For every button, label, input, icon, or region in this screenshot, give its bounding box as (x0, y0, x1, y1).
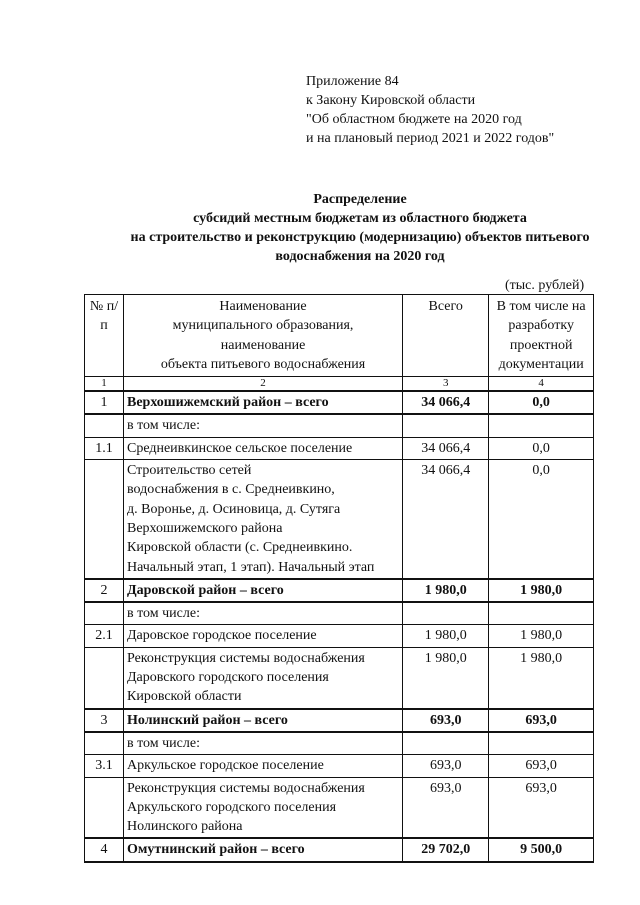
row-name: Аркульское городское поселение (123, 755, 402, 777)
row-name-line: Реконструкция системы водоснабжения (126, 780, 365, 796)
appendix-line: и на плановый период 2021 и 2022 годов" (306, 131, 555, 146)
column-number: 3 (403, 377, 489, 392)
row-number: 1 (85, 391, 124, 414)
table-row (85, 414, 594, 437)
appendix-header (306, 72, 554, 148)
table-row (85, 777, 594, 838)
row-total: 34 066,4 (403, 460, 489, 579)
row-number: 1.1 (85, 437, 124, 459)
column-number: 1 (85, 377, 124, 392)
row-design: 0,0 (489, 391, 594, 414)
row-name-line: Начальный этап, 1 этап). Начальный этап (126, 559, 375, 575)
row-design: 693,0 (489, 709, 594, 732)
row-number (85, 414, 124, 437)
row-name-line: Кировской области (с. Среднеивкино. (126, 540, 353, 556)
row-total: 1 980,0 (403, 579, 489, 602)
header-design: В том числе на разработку проектной документации (489, 295, 594, 377)
row-number (85, 602, 124, 625)
row-design: 693,0 (489, 755, 594, 777)
appendix-line: Приложение 84 (306, 74, 399, 89)
row-name: Среднеивкинское сельское поселение (123, 437, 402, 459)
row-total: 34 066,4 (403, 391, 489, 414)
row-total: 693,0 (403, 755, 489, 777)
row-design: 1 980,0 (489, 579, 594, 602)
row-total: 693,0 (403, 777, 489, 838)
table-row (85, 579, 594, 602)
title-line: водоснабжения на 2020 год (275, 249, 445, 264)
row-design (489, 732, 594, 755)
row-name: в том числе: (123, 414, 402, 437)
row-name-line: Строительство сетей (126, 463, 252, 479)
subsidy-table (84, 294, 594, 863)
title-line: субсидий местным бюджетам из областного бюджета (193, 211, 527, 226)
row-name: в том числе: (123, 732, 402, 755)
column-number: 2 (123, 377, 402, 392)
table-row (85, 625, 594, 647)
title-line: на строительство и реконструкцию (модернизацию) объектов питьевого (130, 230, 590, 245)
row-name: Даровское городское поселение (123, 625, 402, 647)
table-header-row (85, 295, 594, 377)
row-number: 2 (85, 579, 124, 602)
row-name (123, 777, 402, 838)
row-number (85, 777, 124, 838)
row-total: 693,0 (403, 709, 489, 732)
row-design: 0,0 (489, 437, 594, 459)
row-name: Даровской район – всего (123, 579, 402, 602)
row-total: 34 066,4 (403, 437, 489, 459)
row-name: Нолинский район – всего (123, 709, 402, 732)
row-number: 3 (85, 709, 124, 732)
table-row (85, 647, 594, 708)
row-total: 1 980,0 (403, 647, 489, 708)
header-number: № п/п (85, 295, 124, 377)
row-total: 29 702,0 (403, 838, 489, 861)
column-number-row (85, 377, 594, 392)
table-row (85, 460, 594, 579)
row-name-line: д. Воронье, д. Осиновица, д. Сутяга (126, 501, 341, 517)
header-name-line: наименование (220, 337, 306, 353)
row-number (85, 732, 124, 755)
row-design (489, 414, 594, 437)
header-name-line: муниципального образования, (172, 318, 354, 334)
row-name: Верхошижемский район – всего (123, 391, 402, 414)
row-number: 3.1 (85, 755, 124, 777)
row-name-line: водоснабжения в с. Среднеивкино, (126, 482, 335, 498)
row-design: 1 980,0 (489, 647, 594, 708)
row-name-line: Нолинского района (126, 819, 243, 835)
row-number: 4 (85, 838, 124, 861)
row-name-line: Кировской области (126, 689, 242, 705)
row-name-line: Верхошижемского района (126, 520, 283, 536)
units-label: (тыс. рублей) (505, 278, 585, 293)
row-design (489, 602, 594, 625)
row-number (85, 460, 124, 579)
row-design: 1 980,0 (489, 625, 594, 647)
row-name-line: Даровского городского поселения (126, 670, 329, 686)
table-row (85, 391, 594, 414)
document-title (60, 190, 640, 266)
row-design: 693,0 (489, 777, 594, 838)
row-design: 9 500,0 (489, 838, 594, 861)
column-number: 4 (489, 377, 594, 392)
row-name (123, 647, 402, 708)
table-row (85, 755, 594, 777)
row-total (403, 414, 489, 437)
table-row (85, 732, 594, 755)
row-number (85, 647, 124, 708)
row-name: в том числе: (123, 602, 402, 625)
table-row (85, 709, 594, 732)
header-name (123, 295, 402, 377)
row-design: 0,0 (489, 460, 594, 579)
row-total: 1 980,0 (403, 625, 489, 647)
row-name-line: Реконструкция системы водоснабжения (126, 650, 365, 666)
appendix-line: к Закону Кировской области (306, 93, 476, 108)
header-name-line: объекта питьевого водоснабжения (160, 356, 366, 372)
table-row (85, 838, 594, 861)
table-row (85, 602, 594, 625)
row-total (403, 602, 489, 625)
appendix-line: "Об областном бюджете на 2020 год (306, 112, 522, 127)
row-name-line: Аркульского городского поселения (126, 799, 337, 815)
header-name-line: Наименование (219, 299, 307, 314)
row-total (403, 732, 489, 755)
header-total: Всего (403, 295, 489, 377)
row-number: 2.1 (85, 625, 124, 647)
row-name: Омутнинский район – всего (123, 838, 402, 861)
table-row (85, 437, 594, 459)
row-name (123, 460, 402, 579)
title-line: Распределение (313, 192, 407, 207)
